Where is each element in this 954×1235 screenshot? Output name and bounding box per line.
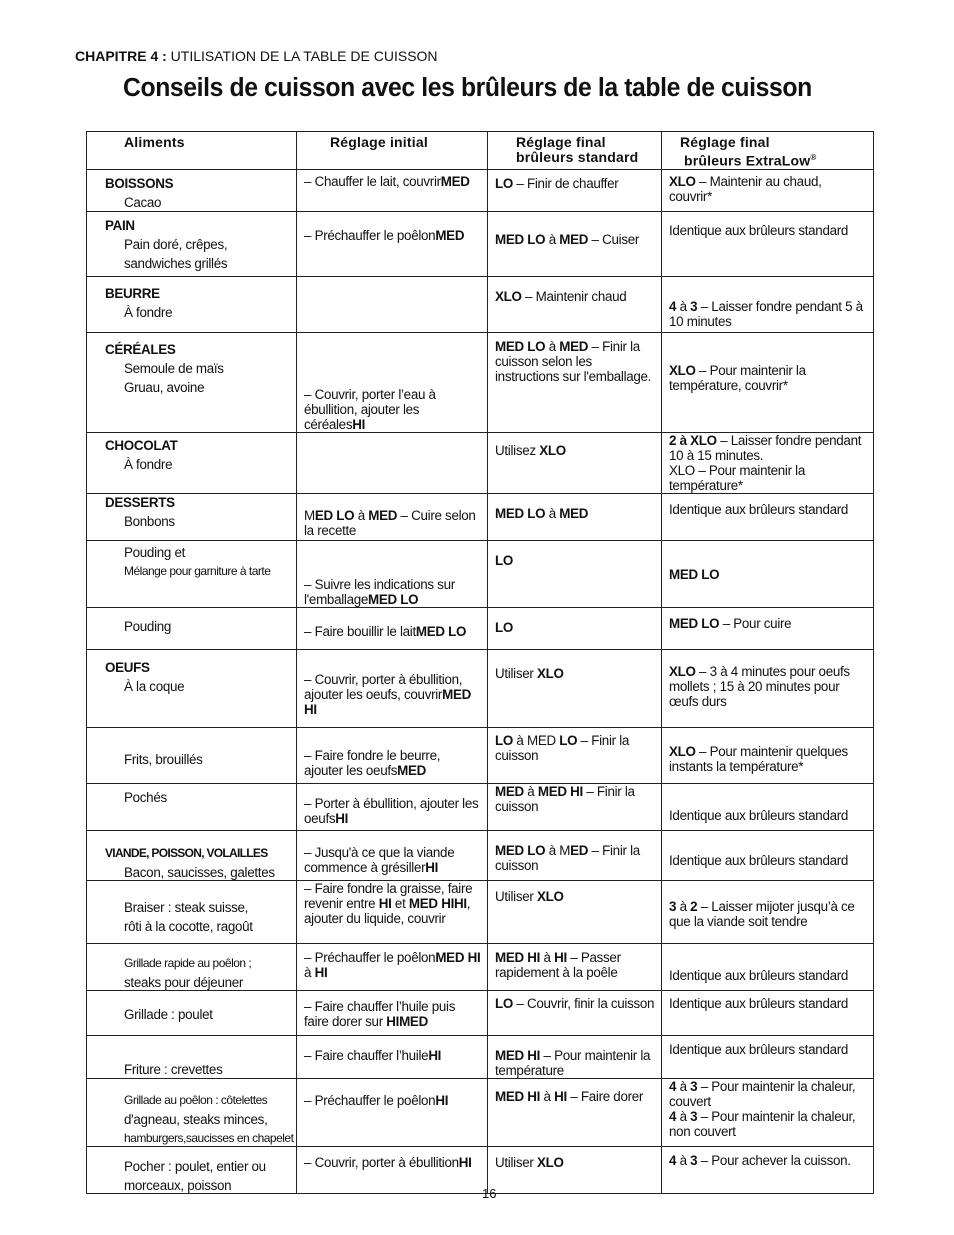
setting-value: MED [559, 506, 589, 521]
food-cell [87, 881, 297, 944]
setting-text: Utilisez [495, 443, 540, 458]
table-row [87, 170, 874, 212]
food-cell [87, 212, 297, 277]
setting-text: à [540, 950, 555, 965]
initial-setting-cell [297, 541, 488, 608]
header-reglage-final-standard: Réglage final brûleurs standard [488, 132, 662, 170]
setting-text: – Couvrir, porter l’eau à ébullition, ajouter les céréales [304, 387, 436, 432]
setting-text: Utiliser [495, 666, 537, 681]
setting-text: – Préchauffer le poêlon [304, 950, 436, 965]
standard-final-cell [488, 728, 662, 784]
extralow-final-cell [662, 170, 874, 212]
setting-value: 3 [690, 1079, 698, 1094]
setting-value: ED LO [314, 508, 355, 523]
setting-text: à [676, 899, 691, 914]
setting-text: à [354, 508, 369, 523]
setting-value: HI [386, 1014, 400, 1029]
initial-setting-cell [297, 433, 488, 494]
food-cell [87, 1079, 297, 1147]
food-cell [87, 944, 297, 991]
setting-value: LO [495, 733, 513, 748]
standard-final-cell [488, 433, 662, 494]
setting-text: – Pour achever la cuisson. [697, 1153, 851, 1168]
setting-text: Identique aux brûleurs standard [669, 968, 849, 983]
standard-final-cell [488, 333, 662, 433]
setting-text: – 3 à 4 minutes pour oeufs mollets ; 15 à 20 minutes pour œufs durs [669, 664, 850, 709]
cooking-table [86, 131, 874, 1194]
setting-value: HI [435, 1093, 449, 1108]
food-cell [87, 333, 297, 433]
extralow-final-cell [662, 881, 874, 944]
table-row [87, 333, 874, 433]
setting-value: XLO [669, 174, 696, 189]
setting-value: 2 à XLO [669, 433, 717, 448]
setting-value: LO [559, 733, 578, 748]
setting-text: – Couvrir, finir la cuisson [513, 996, 655, 1011]
standard-final-cell [488, 541, 662, 608]
table-row [87, 831, 874, 881]
setting-text: – Maintenir au chaud, couvrir* [669, 174, 822, 204]
food-item: À fondre [124, 457, 173, 472]
initial-setting-cell [297, 728, 488, 784]
food-cell [87, 541, 297, 608]
setting-value: HI [378, 896, 392, 911]
setting-value: HI [458, 1155, 472, 1170]
setting-text: à [523, 784, 538, 799]
setting-value: 3 [669, 899, 677, 914]
setting-text: – Porter à ébullition, ajouter les oeufs [304, 796, 479, 826]
setting-value: 3 [690, 1109, 698, 1124]
setting-text: – Pour maintenir quelques instants la température* [669, 744, 848, 774]
table-row [87, 991, 874, 1036]
food-item: À la coque [124, 679, 185, 694]
standard-final-cell [488, 170, 662, 212]
setting-text: – Jusqu'à ce que la viande commence à grésiller [304, 845, 455, 875]
food-item: sandwiches grillés [124, 256, 228, 271]
setting-value: XLO [536, 1155, 564, 1170]
food-item: À fondre [124, 305, 173, 320]
initial-setting-cell [297, 1079, 488, 1147]
initial-setting-cell [297, 831, 488, 881]
initial-setting-cell [297, 650, 488, 728]
setting-value: MED [368, 508, 398, 523]
standard-final-cell [488, 277, 662, 333]
food-item: Braiser : steak suisse, [124, 900, 249, 915]
setting-text: Identique aux brûleurs standard [669, 853, 849, 868]
initial-setting-cell [297, 1036, 488, 1079]
setting-text: – Pour cuire [719, 616, 792, 631]
food-category: VIANDE, POISSON, VOLAILLES [105, 846, 268, 860]
header-reglage-initial: Réglage initial [297, 132, 488, 170]
setting-text: Identique aux brûleurs standard [669, 808, 849, 823]
setting-text: Identique aux brûleurs standard [669, 223, 849, 238]
food-item: Pain doré, crêpes, [124, 237, 228, 252]
setting-value: MED [435, 228, 465, 243]
setting-text: et [391, 896, 409, 911]
setting-value: MED LO [495, 232, 546, 247]
food-item: Frits, brouillés [124, 752, 203, 767]
setting-text: – Faire chauffer l’huile [304, 1048, 429, 1063]
setting-text: Identique aux brûleurs standard [669, 1042, 849, 1057]
food-item: Semoule de maïs [124, 361, 224, 376]
food-item: Mélange pour garniture à tarte [124, 564, 271, 578]
setting-text: – Maintenir chaud [521, 289, 627, 304]
setting-value: HI [335, 811, 349, 826]
initial-setting-cell [297, 784, 488, 831]
extralow-final-cell [662, 1079, 874, 1147]
standard-final-cell [488, 944, 662, 991]
setting-value: XLO [539, 443, 566, 458]
setting-text: à [545, 506, 560, 521]
initial-setting-cell [297, 944, 488, 991]
setting-text: à [304, 965, 315, 980]
extralow-final-cell [662, 650, 874, 728]
food-category: CÉRÉALES [105, 342, 176, 357]
setting-text: – Faire fondre la graisse, faire revenir entre [304, 881, 473, 911]
setting-text: – Laisser fondre pendant 5 à 10 minutes [669, 299, 863, 329]
setting-value: 2 [690, 899, 698, 914]
setting-value: MED LO [415, 624, 467, 639]
table-row [87, 433, 874, 494]
setting-value: MED HI [537, 784, 583, 799]
setting-text: – Suivre les indications sur l'emballage [304, 577, 455, 607]
setting-text: à [540, 1089, 555, 1104]
food-item: Grillade : poulet [124, 1007, 213, 1022]
food-item: Pouding [124, 619, 172, 634]
setting-value: MED LO [669, 567, 720, 582]
setting-value: MED [399, 1014, 428, 1029]
food-category: DESSERTS [105, 495, 175, 510]
initial-setting-cell [297, 170, 488, 212]
setting-text: – Cuire selon la recette [304, 508, 476, 538]
food-item: d'agneau, steaks minces, [124, 1112, 268, 1127]
setting-text: – Faire fondre le beurre, ajouter les oeufs [304, 748, 441, 778]
setting-value: MED LO [495, 506, 546, 521]
food-cell [87, 494, 297, 541]
setting-text: – Pour maintenir la température, couvrir* [669, 363, 806, 393]
standard-final-cell [488, 831, 662, 881]
setting-value: MED [495, 784, 524, 799]
food-category: OEUFS [105, 660, 150, 675]
setting-value: MED HI [495, 950, 541, 965]
setting-text: Utiliser [495, 1155, 537, 1170]
table-row [87, 541, 874, 608]
setting-value: 3 [690, 299, 698, 314]
initial-setting-cell [297, 277, 488, 333]
extralow-final-cell [662, 944, 874, 991]
setting-text: – Pour maintenir la chaleur, couvert [669, 1079, 856, 1109]
setting-text: à [545, 339, 560, 354]
table-row [87, 881, 874, 944]
standard-final-cell [488, 212, 662, 277]
setting-value: MED [559, 339, 589, 354]
table-row [87, 608, 874, 650]
setting-value: MED HI [408, 896, 454, 911]
initial-setting-cell [297, 212, 488, 277]
setting-value: LO [495, 620, 513, 635]
standard-final-cell [488, 881, 662, 944]
setting-value: MED HI [495, 1089, 541, 1104]
standard-final-cell [488, 494, 662, 541]
standard-final-cell [488, 784, 662, 831]
page-number: 16 [482, 1186, 497, 1201]
food-item: Grillade au poêlon : côtelettes [124, 1093, 268, 1107]
setting-text: – Couvrir, porter à ébullition [304, 1155, 459, 1170]
table-row [87, 650, 874, 728]
setting-text: – Faire chauffer l’huile puis faire dorer sur [304, 999, 456, 1029]
initial-setting-cell [297, 1147, 488, 1194]
standard-final-cell [488, 1147, 662, 1194]
food-item: Pouding et [124, 545, 186, 560]
food-category: PAIN [105, 218, 135, 233]
setting-value: MED LO [669, 616, 720, 631]
extralow-final-cell [662, 212, 874, 277]
setting-text: à [676, 1109, 691, 1124]
extralow-final-cell [662, 728, 874, 784]
setting-text: – Faire bouillir le lait [304, 624, 416, 639]
table-row [87, 494, 874, 541]
standard-final-cell [488, 1036, 662, 1079]
setting-text: à [676, 1079, 691, 1094]
food-cell [87, 433, 297, 494]
setting-value: HI [428, 1048, 442, 1063]
table-row [87, 1079, 874, 1147]
food-cell [87, 608, 297, 650]
table-row [87, 277, 874, 333]
extralow-final-cell [662, 333, 874, 433]
header-aliments: Aliments [87, 132, 297, 170]
food-item: Pocher : poulet, entier ou [124, 1159, 266, 1174]
extralow-final-cell [662, 608, 874, 650]
setting-value: HI [454, 896, 467, 911]
extralow-final-cell [662, 1147, 874, 1194]
setting-text: Identique aux brûleurs standard [669, 996, 849, 1011]
setting-value: XLO [669, 744, 696, 759]
setting-text: – Préchauffer le poêlon [304, 1093, 436, 1108]
food-item: Bacon, saucisses, galettes [124, 865, 275, 880]
setting-value: 4 [669, 299, 677, 314]
food-item: rôti à la cocotte, ragoût [124, 919, 253, 934]
setting-text: Identique aux brûleurs standard [669, 502, 849, 517]
setting-value: XLO [536, 889, 564, 904]
extralow-final-cell [662, 494, 874, 541]
setting-text: à MED [513, 733, 560, 748]
table-row [87, 784, 874, 831]
initial-setting-cell [297, 608, 488, 650]
setting-text: – Finir la cuisson [495, 784, 635, 814]
setting-value: MED LO [368, 592, 419, 607]
setting-value: LO [495, 553, 513, 568]
chapter-heading: CHAPITRE 4 : UTILISATION DE LA TABLE DE CUISSON [75, 48, 438, 64]
food-cell [87, 991, 297, 1036]
setting-text: – Laisser mijoter jusqu’à ce que la viande soit tendre [669, 899, 855, 929]
page-title: Conseils de cuisson avec les brûleurs de la table de cuisson [123, 74, 812, 102]
setting-value: LO [495, 996, 513, 1011]
setting-text: – Couvrir, porter à ébullition, ajouter les oeufs, couvrir [304, 672, 463, 702]
table-header-row [87, 132, 874, 170]
food-category: CHOCOLAT [105, 438, 178, 453]
standard-final-cell [488, 1079, 662, 1147]
food-cell [87, 1036, 297, 1079]
extralow-final-cell [662, 433, 874, 494]
food-item: hamburgers,saucisses en chapelet [124, 1131, 294, 1145]
food-item: Bonbons [124, 514, 175, 529]
setting-value: MED HI [435, 950, 481, 965]
setting-text: – Finir la cuisson [495, 733, 630, 763]
standard-final-cell [488, 991, 662, 1036]
food-item: steaks pour déjeuner [124, 975, 244, 990]
header-reglage-final-extralow: Réglage final brûleurs ExtraLow® [662, 132, 874, 170]
food-cell [87, 728, 297, 784]
food-category: BEURRE [105, 286, 160, 301]
extralow-final-cell [662, 541, 874, 608]
setting-text: XLO – Pour maintenir la température* [669, 463, 806, 493]
setting-text: – Laisser fondre pendant 10 à 15 minutes. [669, 433, 862, 463]
setting-text: – Passer rapidement à la poêle [495, 950, 621, 980]
extralow-final-cell [662, 277, 874, 333]
setting-text: à [545, 232, 560, 247]
setting-text: – Cuiser [588, 232, 640, 247]
setting-value: 3 [690, 1153, 698, 1168]
initial-setting-cell [297, 881, 488, 944]
food-item: Friture : crevettes [124, 1062, 223, 1077]
setting-text: – Préchauffer le poêlon [304, 228, 436, 243]
standard-final-cell [488, 608, 662, 650]
initial-setting-cell [297, 991, 488, 1036]
initial-setting-cell [297, 333, 488, 433]
setting-value: 4 [669, 1153, 677, 1168]
table-row [87, 212, 874, 277]
setting-text: – Pour maintenir la température [495, 1048, 651, 1078]
setting-text: à [676, 1153, 691, 1168]
setting-text: à M [545, 843, 571, 858]
setting-value: XLO [669, 664, 696, 679]
standard-final-cell [488, 650, 662, 728]
setting-value: MED LO [495, 339, 546, 354]
food-cell [87, 784, 297, 831]
setting-value: HI [554, 950, 567, 965]
food-item: Cacao [124, 195, 162, 210]
setting-value: HI [352, 417, 366, 432]
food-item: Grillade rapide au poêlon ; [124, 956, 252, 970]
food-cell [87, 277, 297, 333]
food-category: BOISSONS [105, 176, 174, 191]
food-item: morceaux, poisson [124, 1178, 232, 1193]
setting-text: Utiliser [495, 889, 537, 904]
setting-value: ED [570, 843, 589, 858]
setting-text: à [676, 299, 691, 314]
setting-text: – Chauffer le lait, couvrir [304, 174, 441, 189]
setting-value: HI [554, 1089, 567, 1104]
setting-value: MED [559, 232, 589, 247]
table-row [87, 728, 874, 784]
food-item: Pochés [124, 790, 167, 805]
setting-value: MED [440, 174, 470, 189]
setting-value: XLO [495, 289, 522, 304]
food-cell [87, 170, 297, 212]
setting-text: , ajouter du liquide, couvrir [304, 896, 471, 926]
setting-value: LO [495, 176, 513, 191]
setting-text: – Finir la cuisson selon les instructions sur l'emballage. [495, 339, 652, 384]
table-row [87, 1036, 874, 1079]
setting-value: XLO [536, 666, 564, 681]
setting-value: MED LO [495, 843, 546, 858]
table-row [87, 944, 874, 991]
food-cell [87, 1147, 297, 1194]
setting-value: HI [314, 965, 328, 980]
setting-text: – Finir la cuisson [495, 843, 640, 873]
food-item: Gruau, avoine [124, 380, 205, 395]
setting-value: MED HI [495, 1048, 541, 1063]
setting-text: M [304, 508, 315, 523]
setting-text: – Pour maintenir la chaleur, non couvert [669, 1109, 856, 1139]
setting-value: MED HI [304, 687, 471, 717]
setting-value: XLO [669, 363, 696, 378]
food-cell [87, 650, 297, 728]
setting-value: 4 [669, 1109, 677, 1124]
setting-value: HI [425, 860, 439, 875]
extralow-final-cell [662, 1036, 874, 1079]
table-row [87, 1147, 874, 1194]
setting-value: MED [397, 763, 427, 778]
setting-text: – Faire dorer [566, 1089, 644, 1104]
extralow-final-cell [662, 831, 874, 881]
setting-value: 4 [669, 1079, 677, 1094]
food-cell [87, 831, 297, 881]
extralow-final-cell [662, 991, 874, 1036]
setting-text: – Finir de chauffer [513, 176, 619, 191]
extralow-final-cell [662, 784, 874, 831]
initial-setting-cell [297, 494, 488, 541]
